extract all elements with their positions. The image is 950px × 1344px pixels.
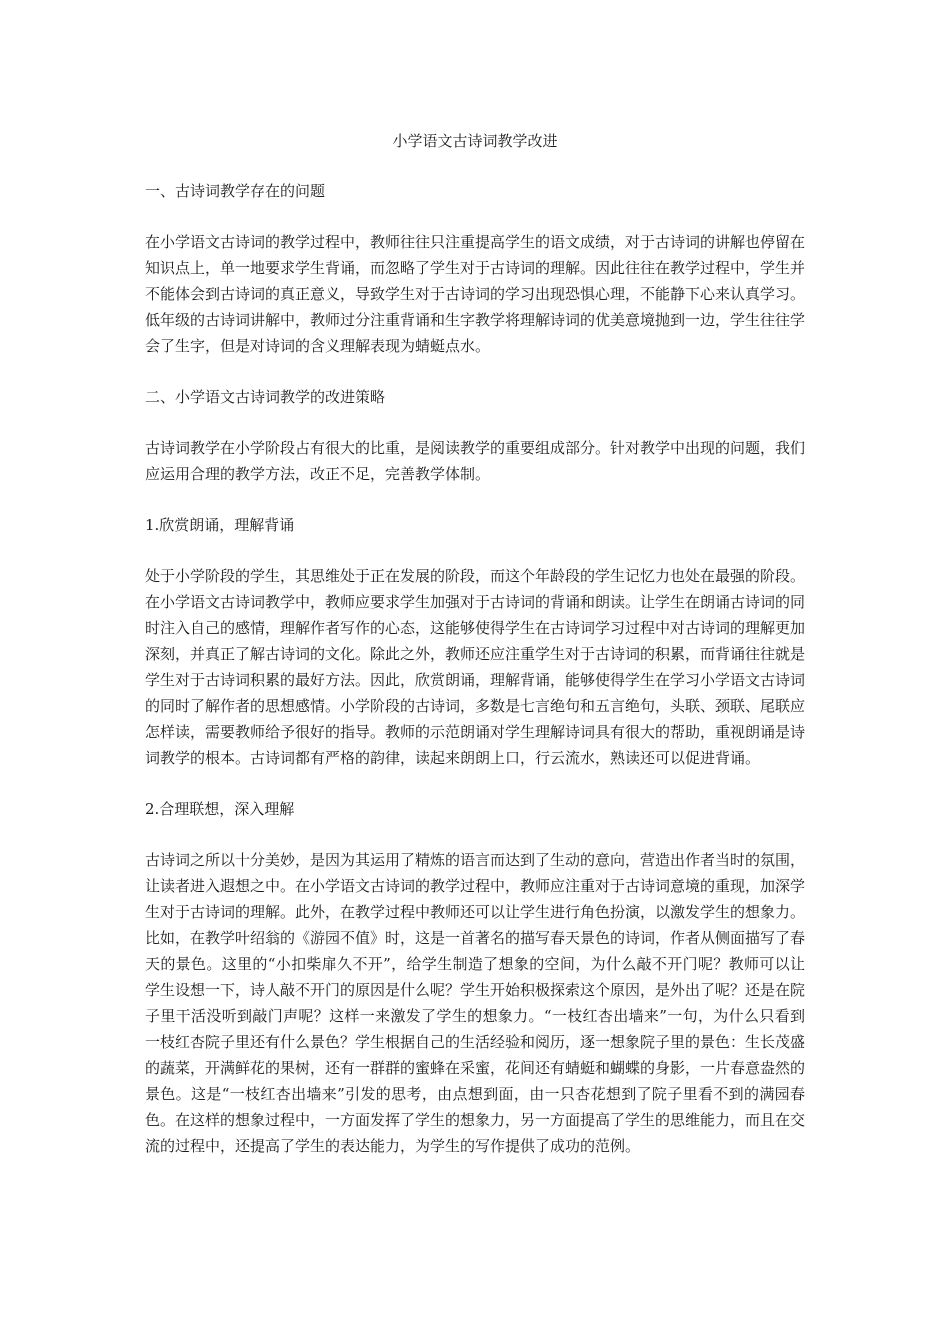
subsection-heading-imagination: 2.合理联想，深入理解 xyxy=(145,800,295,818)
subsection-heading-recitation: 1.欣赏朗诵，理解背诵 xyxy=(145,516,295,534)
paragraph-recitation: 处于小学阶段的学生，其思维处于正在发展的阶段，而这个年龄段的学生记忆力也处在最强的阶段。在小学语文古诗词教学中，教师应要求学生加强对于古诗词的背诵和朗读。让学生在朗诵古诗词的同时注入自己的感情，理解作者写作的心态，这能够使得学生在古诗词学习过程中对古诗词的理解更加深刻，并真正了解古诗词的文化。除此之外，教师还应注重学生对于古诗词的积累，而背诵往往就是学生对于古诗词积累的最好方法。因此，欣赏朗诵，理解背诵，能够使得学生在学习小学语文古诗词的同时了解作者的思想感情。小学阶段的古诗词，多数是七言绝句和五言绝句，头联、颈联、尾联应怎样读，需要教师给予很好的指导。教师的示范朗诵对学生理解诗词具有很大的帮助，重视朗诵是诗词教学的根本。古诗词都有严格的韵律，读起来朗朗上口，行云流水，熟读还可以促进背诵。 xyxy=(145,567,806,767)
paragraph-problems: 在小学语文古诗词的教学过程中，教师往往只注重提高学生的语文成绩，对于古诗词的讲解也停留在知识点上，单一地要求学生背诵，而忽略了学生对于古诗词的理解。因此往往在教学过程中，学生并不能体会到古诗词的真正意义，导致学生对于古诗词的学习出现恐惧心理，不能静下心来认真学习。低年级的古诗词讲解中，教师过分注重背诵和生字教学将理解诗词的优美意境抛到一边，学生往往学会了生字，但是对诗词的含义理解表现为蜻蜓点水。 xyxy=(145,233,806,355)
paragraph-strategies-intro: 古诗词教学在小学阶段占有很大的比重，是阅读教学的重要组成部分。针对教学中出现的问题，我们应运用合理的教学方法，改正不足，完善教学体制。 xyxy=(145,439,806,483)
section-heading-strategies: 二、小学语文古诗词教学的改进策略 xyxy=(145,388,386,406)
document-title: 小学语文古诗词教学改进 xyxy=(392,132,558,150)
document-body xyxy=(145,128,805,1184)
section-heading-problems: 一、古诗词教学存在的问题 xyxy=(145,182,326,200)
paragraph-imagination: 古诗词之所以十分美妙，是因为其运用了精炼的语言而达到了生动的意向，营造出作者当时的氛围，让读者进入遐想之中。在小学语文古诗词的教学过程中，教师应注重对于古诗词意境的重现，加深学生对于古诗词的理解。此外，在教学过程中教师还可以让学生进行角色扮演，以激发学生的想象力。比如，在教学叶绍翁的《游园不值》时，这是一首著名的描写春天景色的诗词，作者从侧面描写了春天的景色。这里的“小扣柴扉久不开”，给学生制造了想象的空间，为什么敲不开门呢？教师可以让学生设想一下，诗人敲不开门的原因是什么呢？学生开始积极探索这个原因，是外出了呢？还是在院子里干活没听到敲门声呢？这样一来激发了学生的想象力。“一枝红杏出墙来”一句，为什么只看到一枝红杏院子里还有什么景色？学生根据自己的生活经验和阅历，逐一想象院子里的景色：生长茂盛的蔬菜，开满鲜花的果树，还有一群群的蜜蜂在采蜜，花间还有蜻蜓和蝴蝶的身影，一片春意盎然的景色。这是“一枝红杏出墙来”引发的思考，由点想到面，由一只杏花想到了院子里看不到的满园春色。在这样的想象过程中，一方面发挥了学生的想象力，另一方面提高了学生的思维能力，而且在交流的过程中，还提高了学生的表达能力，为学生的写作提供了成功的范例。 xyxy=(145,851,806,1155)
